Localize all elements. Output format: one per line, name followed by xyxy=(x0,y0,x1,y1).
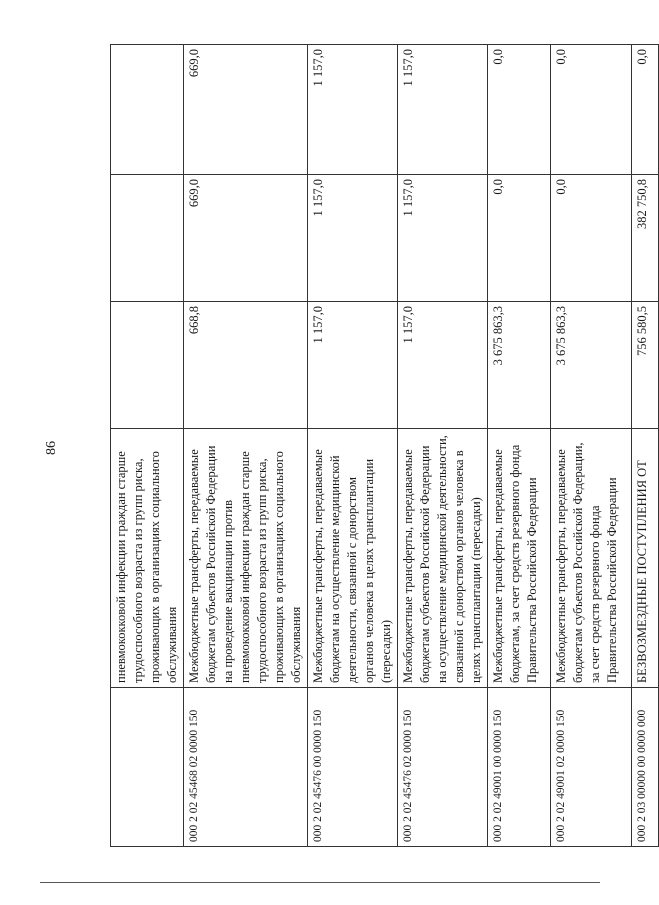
row-value-1: 3 675 863,3 xyxy=(551,302,632,429)
row-name: Межбюджетные трансферты, передаваемые бюджетам на осуществление медицинской деятельности, связанной с донорством органов человека в целях трансплантации (пересадки) xyxy=(308,429,398,688)
row-value-1: 3 675 863,3 xyxy=(488,302,551,429)
row-name: Межбюджетные трансферты, передаваемые бюджетам субъектов Российской Федерации на проведение вакцинации против пневмококковой инфекции граждан старше трудоспособного возраста из групп риска, проживающих в организациях социального обслуживания xyxy=(184,429,308,688)
row-value-3: 1 157,0 xyxy=(308,45,398,175)
table-row xyxy=(111,45,184,847)
row-value-3: 0,0 xyxy=(488,45,551,175)
row-name: Межбюджетные трансферты, передаваемые бюджетам субъектов Российской Федерации на осуществление медицинской деятельности, связанной с донорством органов человека в целях трансплантации (пересадки) xyxy=(398,429,488,688)
row-value-2: 1 157,0 xyxy=(308,175,398,302)
row-code: 000 2 02 45476 00 0000 150 xyxy=(308,688,398,847)
row-value-1: 668,8 xyxy=(184,302,308,429)
row-value-3: 1 157,0 xyxy=(398,45,488,175)
row-value-1: 1 157,0 xyxy=(308,302,398,429)
table-row xyxy=(632,45,659,847)
row-value-2: 669,0 xyxy=(184,175,308,302)
row-value-2: 0,0 xyxy=(488,175,551,302)
row-value-1 xyxy=(111,302,184,429)
row-value-2: 382 750,8 xyxy=(632,175,659,302)
row-value-1: 1 157,0 xyxy=(398,302,488,429)
row-value-2: 1 157,0 xyxy=(398,175,488,302)
row-name: БЕЗВОЗМЕЗДНЫЕ ПОСТУПЛЕНИЯ ОТ xyxy=(632,429,659,688)
row-code: 000 2 02 49001 00 0000 150 xyxy=(488,688,551,847)
row-name: Межбюджетные трансферты, передаваемые бюджетам, за счет средств резервного фонда Правительства Российской Федерации xyxy=(488,429,551,688)
scan-edge-line xyxy=(40,882,600,883)
row-value-3: 0,0 xyxy=(551,45,632,175)
row-value-3 xyxy=(111,45,184,175)
row-value-1: 756 580,5 xyxy=(632,302,659,429)
row-code: 000 2 02 45468 02 0000 150 xyxy=(184,688,308,847)
table-row xyxy=(551,45,632,847)
table-row xyxy=(308,45,398,847)
row-code: 000 2 02 45476 02 0000 150 xyxy=(398,688,488,847)
row-value-2 xyxy=(111,175,184,302)
rotated-page-content xyxy=(110,44,659,847)
table-row xyxy=(184,45,308,847)
row-value-3: 669,0 xyxy=(184,45,308,175)
row-value-3: 0,0 xyxy=(632,45,659,175)
table-row xyxy=(488,45,551,847)
table-row xyxy=(398,45,488,847)
row-value-2: 0,0 xyxy=(551,175,632,302)
row-code: 000 2 03 00000 00 0000 000 xyxy=(632,688,659,847)
row-name: пневмококковой инфекции граждан старше трудоспособного возраста из групп риска, проживающих в организациях социального обслуживания xyxy=(111,429,184,688)
page-number: 86 xyxy=(44,441,59,455)
budget-table xyxy=(110,44,659,847)
row-code xyxy=(111,688,184,847)
row-code: 000 2 02 49001 02 0000 150 xyxy=(551,688,632,847)
row-name: Межбюджетные трансферты, передаваемые бюджетам субъектов Российской Федерации, за счет средств резервного фонда Правительства Российской Федерации xyxy=(551,429,632,688)
